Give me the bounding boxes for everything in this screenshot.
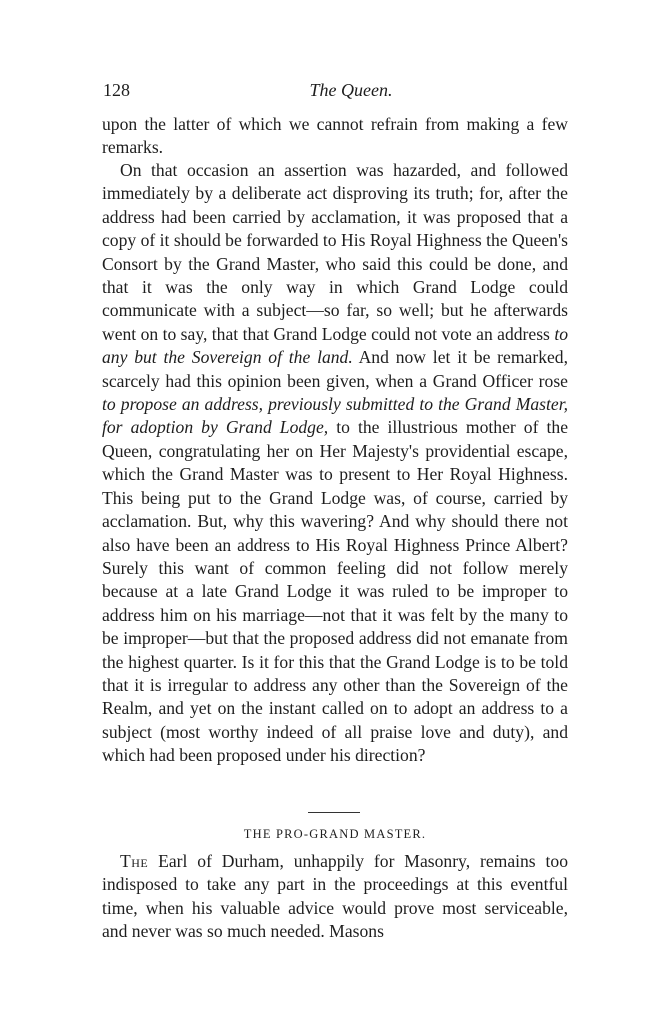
italic-segment: to any but the Sovereign of the land. bbox=[102, 323, 568, 368]
section-heading: THE PRO-GRAND MASTER. bbox=[243, 827, 427, 841]
text-segment: On that occasion an assertion was hazarded, and followed immediately by a deliberate act disproving its truth; for, after the address had been carried by acclamation, it was proposed that a copy of it should be forwarded to His Royal Highness the Queen's Consort by the Grand Master, who said this could be done, and that it was the only way in which Grand Lodge could communicate with a subject—so far, so well; but he afterwards went on to say, that that Grand Lodge could not vote an address bbox=[102, 160, 568, 344]
page-number: 128 bbox=[103, 80, 130, 100]
running-title: The Queen. bbox=[309, 80, 393, 100]
text-segment: Earl of Durham, unhappily for Masonry, remains too indisposed to take any part in the proceedings at this eventful time, when his valuable advice would prove most serviceable, and never was so much needed. Masons bbox=[102, 851, 568, 942]
section-paragraph bbox=[102, 850, 568, 944]
paragraph-continuation bbox=[102, 113, 568, 160]
paragraph-main bbox=[102, 159, 568, 768]
text-segment: to the illustrious mother of the Queen, congratulating her on Her Majesty's providential escape, which the Grand Master was to present to Her Royal Highness. This being put to the Grand Lodge was, of course, carried by acclamation. But, why this wavering? And why should there not also have been an address to His Royal Highness Prince Albert? Surely this want of common feeling did not follow merely because at a late Grand Lodge it was ruled to be improper to address him on his marriage—not that it was felt by the many to be improper—but that the proposed address did not emanate from the highest quarter. Is it for this that the Grand Lodge is to be told that it is irregular to address any other than the Sovereign of the Realm, and yet on the instant called on to adopt an address to a subject (most worthy indeed of all praise love and duty), and which had been proposed under his direction? bbox=[102, 417, 569, 766]
lead-word: The bbox=[120, 851, 149, 871]
text-segment: And now let it be remarked, scarcely had this opinion been given, when a Grand Officer rose bbox=[102, 347, 569, 391]
page-header bbox=[103, 80, 563, 106]
paragraph bbox=[102, 850, 568, 944]
paragraph bbox=[102, 159, 568, 768]
italic-segment: to propose an address, previously submitted to the Grand Master, for adoption by Grand Lodge, bbox=[102, 394, 568, 438]
section-divider bbox=[308, 812, 360, 813]
paragraph: upon the latter of which we cannot refrain from making a few remarks. bbox=[102, 114, 568, 158]
